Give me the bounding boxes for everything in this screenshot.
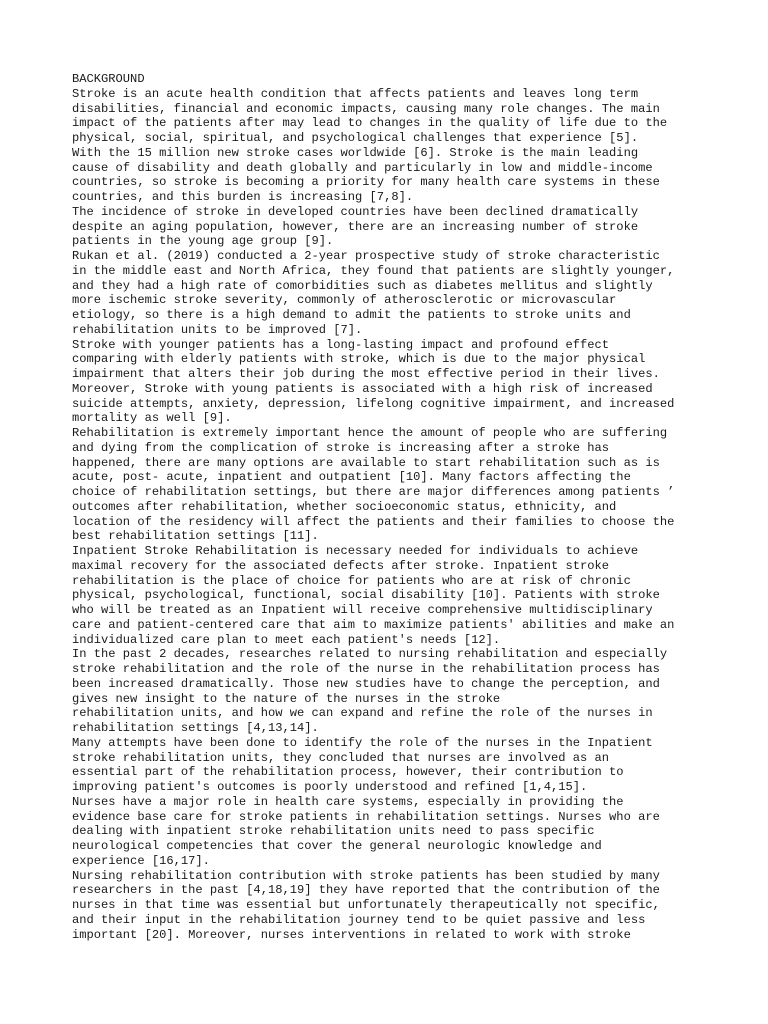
text-line: and dying from the complication of stroke is increasing after a stroke has [72,440,610,455]
text-line: and their input in the rehabilitation journey tend to be quiet passive and less [72,912,646,927]
text-line: been increased dramatically. Those new studies have to change the perception, and [72,676,660,691]
text-line: disabilities, financial and economic impacts, causing many role changes. The main [72,101,660,116]
text-line: countries, so stroke is becoming a priority for many health care systems in these [72,175,660,190]
text-line: The incidence of stroke in developed countries have been declined dramatically [72,204,639,219]
text-line: Rehabilitation is extremely important hence the amount of people who are suffering [72,426,668,440]
text-line: despite an aging population, however, there are an increasing number of stroke [72,219,639,234]
text-line: Stroke with younger patients has a long-lasting impact and profound effect [72,337,610,352]
text-line: physical, social, spiritual, and psychological challenges that experience [5]. [72,131,639,145]
text-line: physical, psychological, functional, social disability [10]. Patients with stroke [72,588,660,603]
text-line: who will be treated as an Inpatient will receive comprehensive multidisciplinary [72,603,653,617]
text-line: cause of disability and death globally and particularly in low and middle-income [72,160,653,175]
text-line: impairment that alters their job during the most effective period in their lives. [72,367,660,381]
text-line: rehabilitation units, and how we can expand and refine the role of the nurses in [72,706,653,721]
text-line: happened, there are many options are available to start rehabilitation such as is [72,455,660,470]
text-line: maximal recovery for the associated defects after stroke. Inpatient stroke [72,558,610,573]
text-line: Many attempts have been done to identify the role of the nurses in the Inpatient [72,735,653,750]
text-line: individualized care plan to meet each patient's needs [12]. [72,632,501,647]
section-heading: BACKGROUND [72,72,145,86]
text-line: care and patient-centered care that aim to maximize patients' abilities and make an [72,617,675,632]
text-line: improving patient's outcomes is poorly understood and refined [1,4,15]. [72,780,588,794]
text-line: stroke rehabilitation and the role of the nurse in the rehabilitation process has [72,662,660,676]
text-line: researchers in the past [4,18,19] they have reported that the contribution of the [72,883,660,898]
text-line: neurological competencies that cover the general neurologic knowledge and [72,839,602,853]
text-line: location of the residency will affect the patients and their families to choose the [72,514,675,529]
text-line: nurses in that time was essential but unfortunately therapeutically not specific, [72,898,660,912]
text-line: Inpatient Stroke Rehabilitation is necessary needed for individuals to achieve [72,544,639,558]
text-line: gives new insight to the nature of the nurses in the stroke [72,691,501,706]
text-line: mortality as well [9]. [72,411,232,426]
text-line: countries, and this burden is increasing [7,8]. [72,190,414,204]
document-page [72,72,712,942]
text-line: evidence base care for stroke patients in rehabilitation settings. Nurses who are [72,809,660,824]
text-line: comparing with elderly patients with stroke, which is due to the major physical [72,352,646,367]
text-line: Nurses have a major role in health care systems, especially in providing the [72,794,624,809]
text-line: choice of rehabilitation settings, but there are major differences among patients ’ [72,485,675,499]
text-line: important [20]. Moreover, nurses interventions in related to work with stroke [72,927,631,942]
text-line: dealing with inpatient stroke rehabilitation units need to pass specific [72,824,595,839]
text-line: rehabilitation is the place of choice for patients who are at risk of chronic [72,573,631,588]
document-body [72,87,712,943]
text-line: patients in the young age group [9]. [72,234,334,249]
text-line: outcomes after rehabilitation, whether socioeconomic status, ethnicity, and [72,499,617,514]
text-line: In the past 2 decades, researches related to nursing rehabilitation and especially [72,647,668,662]
text-line: stroke rehabilitation units, they concluded that nurses are involved as an [72,750,610,765]
text-line: impact of the patients after may lead to changes in the quality of life due to the [72,116,668,131]
text-line: acute, post- acute, inpatient and outpatient [10]. Many factors affecting the [72,470,631,485]
text-line: Stroke is an acute health condition that affects patients and leaves long term [72,86,639,101]
text-line: rehabilitation settings [4,13,14]. [72,721,319,735]
text-line: essential part of the rehabilitation process, however, their contribution to [72,765,624,780]
text-line: rehabilitation units to be improved [7]. [72,322,363,337]
text-line: and they had a high rate of comorbidities such as diabetes mellitus and slightly [72,278,653,293]
text-line: in the middle east and North Africa, they found that patients are slightly younger, [72,263,675,278]
text-line: With the 15 million new stroke cases worldwide [6]. Stroke is the main leading [72,145,639,160]
text-line: etiology, so there is a high demand to admit the patients to stroke units and [72,308,631,322]
text-line: more ischemic stroke severity, commonly of atherosclerotic or microvascular [72,293,617,308]
text-line: best rehabilitation settings [11]. [72,529,319,544]
text-line: experience [16,17]. [72,853,210,868]
text-line: Nursing rehabilitation contribution with stroke patients has been studied by many [72,868,660,883]
text-line: Moreover, Stroke with young patients is associated with a high risk of increased [72,381,653,396]
text-line: suicide attempts, anxiety, depression, lifelong cognitive impairment, and increased [72,396,675,411]
text-line: Rukan et al. (2019) conducted a 2-year prospective study of stroke characteristic [72,249,660,263]
